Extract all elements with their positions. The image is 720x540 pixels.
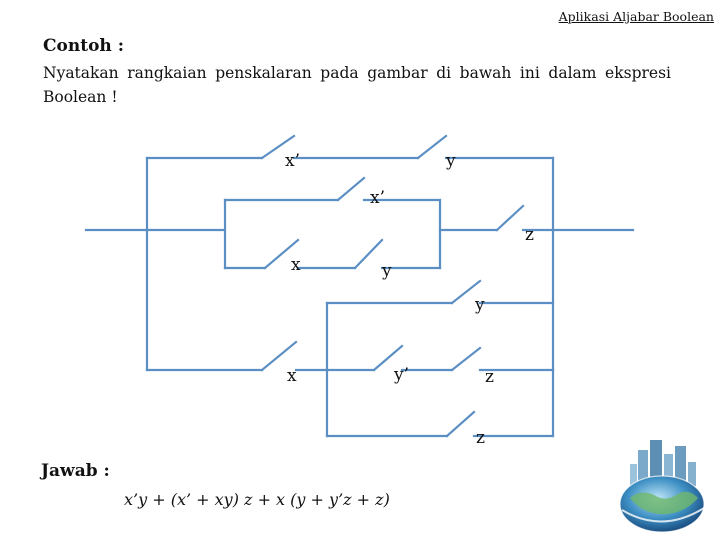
switch-label-sw4: z [525,225,534,245]
answer-expression: x’y + (x’ + xy) z + x (y + y’z + z) [124,490,390,509]
switch-blade-sw4 [497,206,523,230]
switch-label-sw1: x’ [285,151,300,171]
switch-label-sw6: y [382,261,392,281]
switch-blade-sw2 [418,136,446,158]
switch-label-sw3: x’ [370,188,385,208]
switch-blade-sw11 [447,412,474,436]
switch-blade-sw3 [338,178,364,200]
switch-label-sw8: x [287,366,297,386]
switch-blade-sw6 [355,240,382,268]
switch-label-sw7: y [475,295,485,315]
switch-label-sw10: z [485,367,494,387]
header-title: Aplikasi Aljabar Boolean [558,9,714,24]
switch-label-sw5: x [291,255,301,275]
switch-label-sw2: y [446,151,456,171]
globe-city-icon [608,436,712,536]
switch-label-sw11: z [476,428,485,448]
answer-heading: Jawab : [41,461,110,481]
switch-blade-sw10 [452,348,480,370]
switch-label-sw9: y’ [394,365,410,385]
problem-statement: Nyatakan rangkaian penskalaran pada gambar di bawah ini dalam ekspresi Boolean ! [43,64,671,106]
example-heading: Contoh : [43,36,124,56]
